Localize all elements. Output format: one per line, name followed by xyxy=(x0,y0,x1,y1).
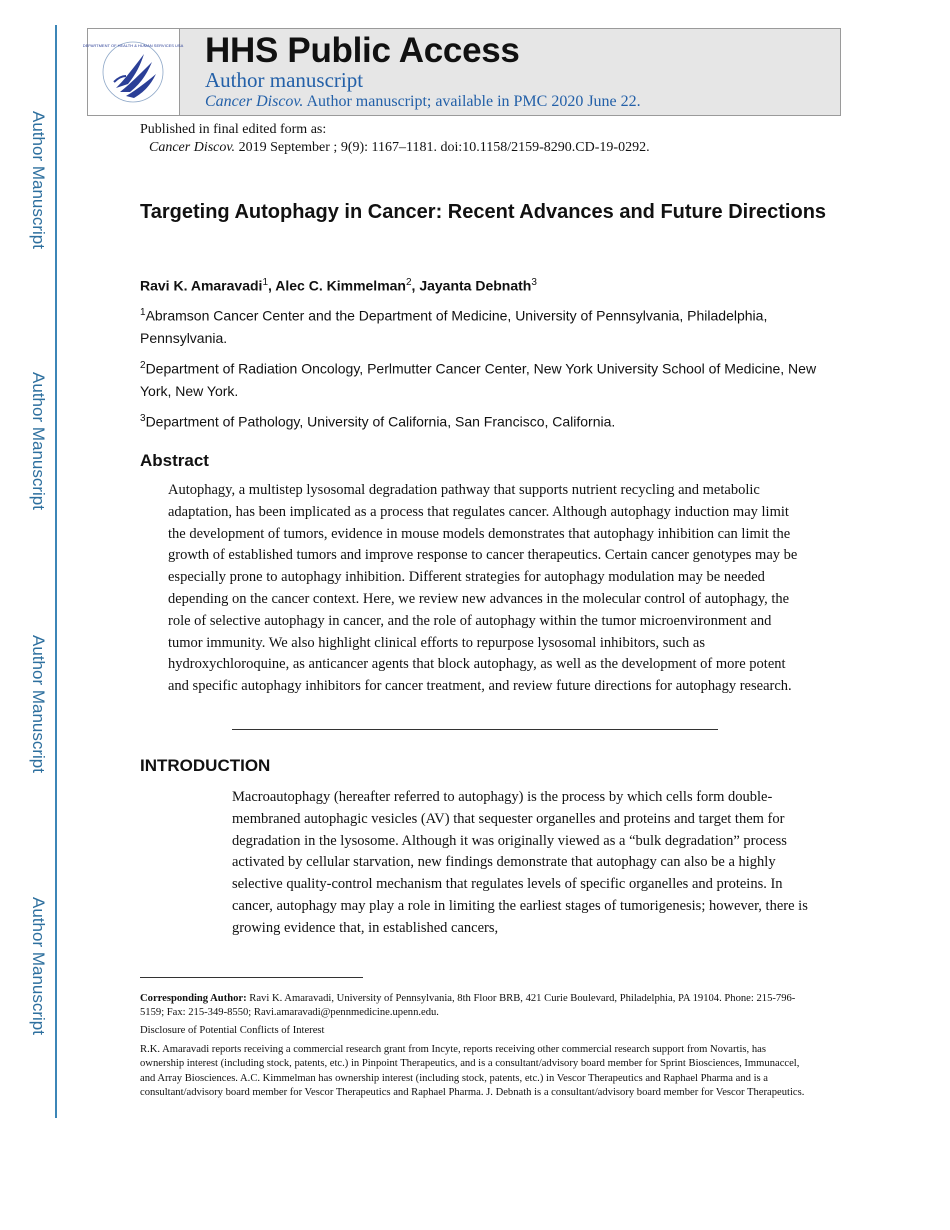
footnote-rule xyxy=(140,977,363,978)
hhs-title: HHS Public Access xyxy=(205,31,520,70)
section-divider xyxy=(232,729,718,730)
abstract-text: Autophagy, a multistep lysosomal degradation pathway that supports nutrient recycling and metabolic adaptation, has been implicated as a process that regulates cancer. Although autophagy induction may limit the development of tumors, evidence in mouse models demonstrates that autophagy inhibition can limit the growth of established tumors and improve response to cancer therapeutics. Certain cancer genotypes may be especially prone to autophagy inhibition. Different strategies for autophagy modulation may be needed depending on the cancer context. Here, we review new advances in the molecular control of autophagy, the role of selective autophagy in cancer, and the role of autophagy within the tumor microenvironment and tumor immunity. We also highlight clinical efforts to repurpose lysosomal inhibitors, such as hydroxychloroquine, as anticancer agents that block autophagy, as well as the development of more potent and specific autophagy inhibitors for cancer treatment, and review future directions for autophagy research. xyxy=(168,482,798,695)
author-list: Ravi K. Amaravadi$^1$, Alec C. Kimmelman$^2$, Jayanta Debnath$^3$ xyxy=(140,277,537,294)
corresponding-author: Corresponding Author: Ravi K. Amaravadi, University of Pennsylvania, 8th Floor BRB, 421 Curie Boulevard, Philadelphia, PA 19104. Phone: 215-796-5159; Fax: 215-349-8550; Ravi.amaravadi@pennmedicine.upenn.edu. xyxy=(140,993,796,1019)
abstract-heading: Abstract xyxy=(140,451,209,470)
author-name: Alec C. Kimmelman xyxy=(275,277,406,294)
hhs-header xyxy=(82,28,841,116)
author-name: Ravi K. Amaravadi xyxy=(140,277,263,294)
hhs-logo xyxy=(82,29,184,115)
availability-line: Cancer Discov. Author manuscript; available in PMC 2020 June 22. xyxy=(205,93,641,110)
svg-text:DEPARTMENT OF HEALTH & HUMAN S: DEPARTMENT OF HEALTH & HUMAN SERVICES USA xyxy=(82,43,184,48)
disclosure-heading: Disclosure of Potential Conflicts of Interest xyxy=(140,1025,325,1036)
manuscript-label: Author manuscript xyxy=(205,68,364,92)
disclosure-text: R.K. Amaravadi reports receiving a commercial research grant from Incyte, reports receiving other commercial research support from Novartis, has ownership interest (including stock, patents, etc.) in Pinpoint Therapeutics, and is a consultant/advisory board member for Sprint Biosciences, Immunaccel, and Array Biosciences. A.C. Kimmelman has ownership interest (including stock, patents, etc.) in Vescor Therapeutics and Raphael Pharma and is a consultant/advisory board member for Vescor Therapeutics and Raphael Pharma. J. Debnath is a consultant/advisory board member for Vescor Therapeutics. xyxy=(140,1044,805,1098)
published-label: Published in final edited form as: xyxy=(140,122,327,137)
author-name: Jayanta Debnath xyxy=(419,277,532,294)
hhs-eagle-seal-icon xyxy=(82,36,184,108)
introduction-text: Macroautophagy (hereafter referred to autophagy) is the process by which cells form double-membraned autophagic vesicles (AV) that sequester organelles and proteins and target them for degradation in the lysosome. Although it was originally viewed as a “bulk degradation” process activated by cellular starvation, new findings demonstrate that autophagy can also be a highly selective quality-control mechanism that regulates levels of specific organelles and proteins. In cancer, autophagy may play a role in limiting the earliest stages of tumorigenesis; however, there is growing evidence that, in established cancers, xyxy=(232,789,808,936)
citation: Cancer Discov. 2019 September ; 9(9): 1167–1181. doi:10.1158/2159-8290.CD-19-0292. xyxy=(149,140,650,155)
side-rule xyxy=(55,25,57,1118)
introduction-heading: INTRODUCTION xyxy=(140,756,271,775)
affiliation: $^2$Department of Radiation Oncology, Perlmutter Cancer Center, New York University School of Medicine, New York, New York. xyxy=(140,360,817,399)
affiliation: $^3$Department of Pathology, University of California, San Francisco, California. xyxy=(140,413,616,430)
article-title: Targeting Autophagy in Cancer: Recent Advances and Future Directions xyxy=(140,201,827,223)
affiliation: $^1$Abramson Cancer Center and the Department of Medicine, University of Pennsylvania, Philadelphia, Pennsylvania. xyxy=(140,307,768,346)
